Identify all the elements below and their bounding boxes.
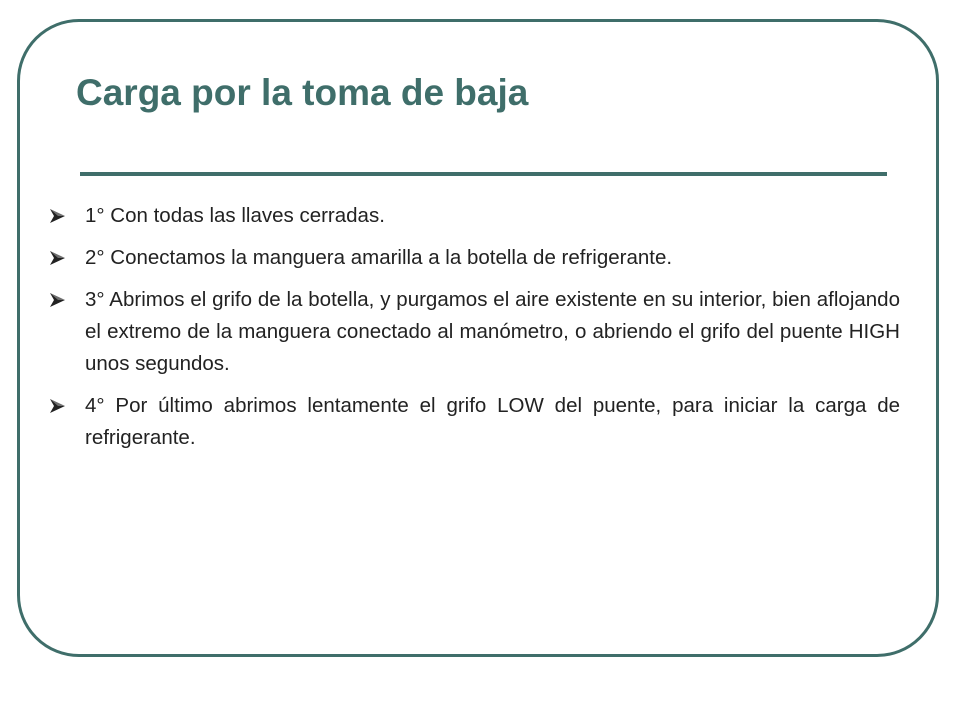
arrow-bullet-icon [48,390,68,422]
slide-title: Carga por la toma de baja [76,72,529,113]
list-item [48,284,900,380]
bullet-text: 3° Abrimos el grifo de la botella, y purgamos el aire existente en su interior, bien aflojando el extremo de la manguera conectado al manómetro, o abriendo el grifo del puente HIGH unos segundos. [85,288,900,375]
list-item [48,242,900,274]
arrow-bullet-icon [48,284,68,316]
bullet-list [48,200,900,464]
list-item [48,390,900,454]
bullet-text: 4° Por último abrimos lentamente el grifo LOW del puente, para iniciar la carga de refrigerante. [85,394,900,449]
bullet-text: 1° Con todas las llaves cerradas. [85,204,385,227]
list-item [48,200,900,232]
bullet-text: 2° Conectamos la manguera amarilla a la botella de refrigerante. [85,246,673,269]
arrow-bullet-icon [48,200,68,232]
arrow-bullet-icon [48,242,68,274]
title-divider [80,172,887,176]
